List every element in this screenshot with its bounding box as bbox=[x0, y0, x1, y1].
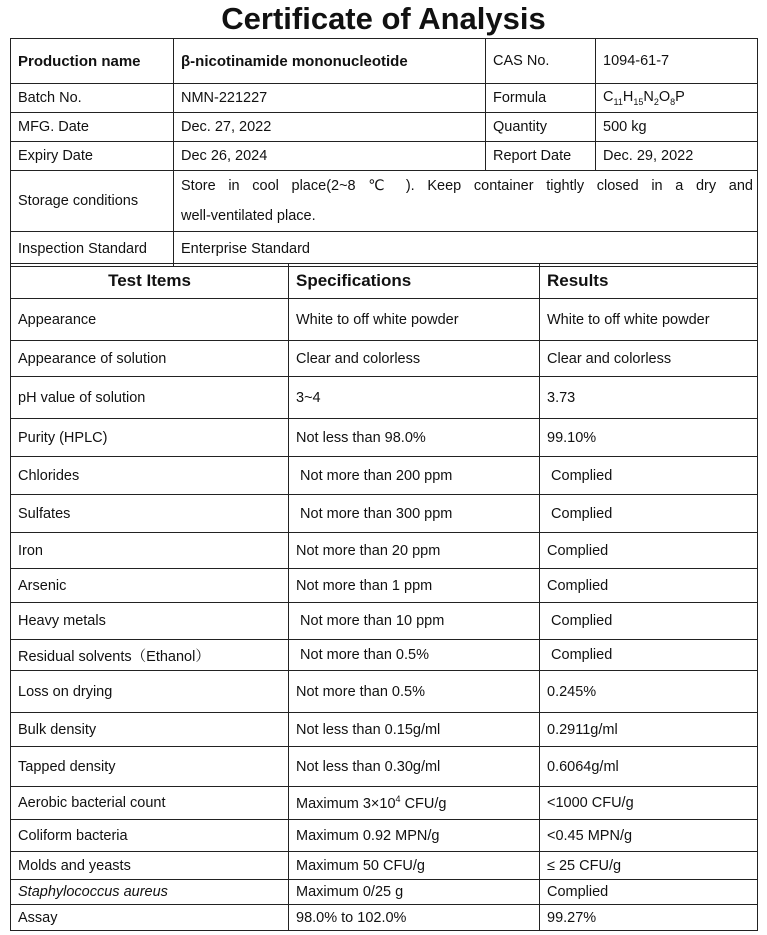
test-result: <1000 CFU/g bbox=[540, 787, 758, 820]
info-row-production bbox=[11, 39, 758, 84]
storage-label: Storage conditions bbox=[11, 171, 174, 232]
test-result: 0.2911g/ml bbox=[540, 713, 758, 747]
expiry-value: Dec 26, 2024 bbox=[174, 142, 486, 171]
test-result: Complied bbox=[540, 569, 758, 603]
test-spec: Maximum $3\times 10^4$ CFU/g bbox=[289, 787, 540, 820]
test-item: Tapped density bbox=[11, 747, 289, 787]
test-item: Chlorides bbox=[11, 457, 289, 495]
test-result: Complied bbox=[540, 457, 758, 495]
test-spec: 3~4 bbox=[289, 377, 540, 419]
header-results: Results bbox=[540, 264, 758, 299]
info-row-standard bbox=[11, 232, 758, 267]
test-item: Loss on drying bbox=[11, 671, 289, 713]
test-result: Complied bbox=[540, 533, 758, 569]
document-title: Certificate of Analysis bbox=[221, 1, 546, 36]
test-result: 99.27% bbox=[540, 905, 758, 931]
cas-value: 1094-61-7 bbox=[596, 39, 758, 84]
test-item: Appearance of solution bbox=[11, 341, 289, 377]
test-spec: White to off white powder bbox=[289, 299, 540, 341]
test-result: 3.73 bbox=[540, 377, 758, 419]
test-row bbox=[11, 457, 758, 495]
standard-label: Inspection Standard bbox=[11, 232, 174, 267]
product-info-table bbox=[10, 38, 758, 267]
test-spec: Maximum 50 CFU/g bbox=[289, 852, 540, 880]
test-spec: Not more than 20 ppm bbox=[289, 533, 540, 569]
info-row-batch bbox=[11, 84, 758, 113]
test-spec: Not more than 300 ppm bbox=[289, 495, 540, 533]
report-date-value: Dec. 29, 2022 bbox=[596, 142, 758, 171]
storage-value bbox=[174, 171, 758, 232]
formula-value: $C_{11}H_{15}N_2O_8P$ bbox=[596, 84, 758, 113]
test-result: White to off white powder bbox=[540, 299, 758, 341]
test-item: Assay bbox=[11, 905, 289, 931]
test-item: Bulk density bbox=[11, 713, 289, 747]
test-spec: Not less than 0.30g/ml bbox=[289, 747, 540, 787]
test-result: 0.245% bbox=[540, 671, 758, 713]
test-row bbox=[11, 787, 758, 820]
test-spec: Not more than 0.5% bbox=[289, 671, 540, 713]
test-item: pH value of solution bbox=[11, 377, 289, 419]
info-row-mfg bbox=[11, 113, 758, 142]
test-spec: Maximum 0.92 MPN/g bbox=[289, 820, 540, 852]
test-row bbox=[11, 377, 758, 419]
test-row bbox=[11, 569, 758, 603]
test-row bbox=[11, 747, 758, 787]
standard-value: Enterprise Standard bbox=[174, 232, 758, 267]
test-row bbox=[11, 880, 758, 905]
test-row bbox=[11, 671, 758, 713]
test-spec: Not less than 98.0% bbox=[289, 419, 540, 457]
test-result: Clear and colorless bbox=[540, 341, 758, 377]
cas-label: CAS No. bbox=[486, 39, 596, 84]
test-item: Sulfates bbox=[11, 495, 289, 533]
test-spec: 98.0% to 102.0% bbox=[289, 905, 540, 931]
test-result: 0.6064g/ml bbox=[540, 747, 758, 787]
test-item: Purity (HPLC) bbox=[11, 419, 289, 457]
test-result: ≤ 25 CFU/g bbox=[540, 852, 758, 880]
storage-line-1: Store in cool place(2~8 ℃ ). Keep container tightly closed in a dry and bbox=[181, 178, 753, 194]
test-spec: Not more than 1 ppm bbox=[289, 569, 540, 603]
test-result: Complied bbox=[540, 603, 758, 640]
header-specifications: Specifications bbox=[289, 264, 540, 299]
test-item: Heavy metals bbox=[11, 603, 289, 640]
test-spec: Not more than 0.5% bbox=[289, 640, 540, 671]
test-result: 99.10% bbox=[540, 419, 758, 457]
mfg-value: Dec. 27, 2022 bbox=[174, 113, 486, 142]
test-result: <0.45 MPN/g bbox=[540, 820, 758, 852]
mfg-label: MFG. Date bbox=[11, 113, 174, 142]
test-row bbox=[11, 341, 758, 377]
test-spec: Not less than 0.15g/ml bbox=[289, 713, 540, 747]
test-spec: Clear and colorless bbox=[289, 341, 540, 377]
test-row bbox=[11, 419, 758, 457]
test-row bbox=[11, 905, 758, 931]
test-item: Arsenic bbox=[11, 569, 289, 603]
production-name-label: Production name bbox=[11, 39, 174, 84]
test-item: Iron bbox=[11, 533, 289, 569]
formula-label: Formula bbox=[486, 84, 596, 113]
test-row bbox=[11, 299, 758, 341]
test-row bbox=[11, 852, 758, 880]
test-header-row bbox=[11, 264, 758, 299]
test-item: Residual solvents（Ethanol） bbox=[11, 640, 289, 671]
info-row-storage bbox=[11, 171, 758, 232]
expiry-label: Expiry Date bbox=[11, 142, 174, 171]
batch-value: NMN-221227 bbox=[174, 84, 486, 113]
test-item: Coliform bacteria bbox=[11, 820, 289, 852]
test-row bbox=[11, 713, 758, 747]
test-row bbox=[11, 533, 758, 569]
header-test-items: Test Items bbox=[11, 264, 289, 299]
test-item: Molds and yeasts bbox=[11, 852, 289, 880]
quantity-value: 500 kg bbox=[596, 113, 758, 142]
test-results-table bbox=[10, 263, 758, 931]
test-item: Aerobic bacterial count bbox=[11, 787, 289, 820]
test-spec: Not more than 200 ppm bbox=[289, 457, 540, 495]
quantity-label: Quantity bbox=[486, 113, 596, 142]
report-date-label: Report Date bbox=[486, 142, 596, 171]
test-item: Staphylococcus aureus bbox=[11, 880, 289, 905]
test-row bbox=[11, 495, 758, 533]
test-item: Appearance bbox=[11, 299, 289, 341]
test-row bbox=[11, 603, 758, 640]
test-result: Complied bbox=[540, 880, 758, 905]
storage-line-2: well-ventilated place. bbox=[181, 208, 316, 224]
info-row-expiry bbox=[11, 142, 758, 171]
test-row bbox=[11, 820, 758, 852]
production-name-value: β-nicotinamide mononucleotide bbox=[174, 39, 486, 84]
test-result: Complied bbox=[540, 495, 758, 533]
test-spec: Not more than 10 ppm bbox=[289, 603, 540, 640]
batch-label: Batch No. bbox=[11, 84, 174, 113]
test-result: Complied bbox=[540, 640, 758, 671]
test-row bbox=[11, 640, 758, 671]
test-spec: Maximum 0/25 g bbox=[289, 880, 540, 905]
